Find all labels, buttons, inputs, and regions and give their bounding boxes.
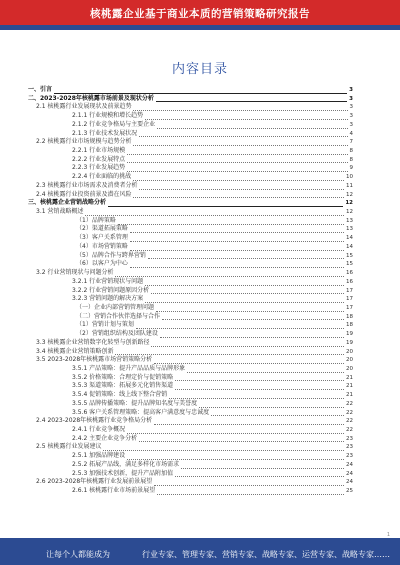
toc-entry-text: （3）客户关系管理 (76, 234, 128, 242)
toc-entry-page: 14 (346, 235, 353, 242)
toc-leader-dots (175, 383, 344, 390)
toc-entry-text: 3.2.2 行业营销问题原因分析 (72, 286, 150, 294)
toc-entry-page: 23 (346, 435, 353, 442)
toc-entry-text: 2.5 核桃露行业发展建议 (36, 443, 102, 451)
toc-entry[interactable] (28, 348, 353, 357)
toc-leader-dots (108, 200, 343, 207)
toc-entry[interactable] (28, 287, 353, 296)
toc-entry-page: 4 (349, 130, 353, 137)
toc-entry-page: 17 (346, 304, 353, 311)
toc-entry[interactable] (28, 487, 353, 496)
toc-entry-text: 三、核桃露企业营销战略分析 (28, 199, 107, 207)
toc-entry-page: 16 (346, 278, 353, 285)
toc-leader-dots (156, 95, 347, 102)
toc-entry-text: 3.5 2023-2028年核桃露市场营销策略分析 (36, 356, 153, 364)
toc-entry[interactable] (28, 443, 353, 452)
toc-entry[interactable] (28, 164, 353, 173)
toc-entry[interactable] (28, 226, 353, 235)
toc-entry-text: 2.4 2023-2028年核桃露行业竞争格局分析 (36, 417, 153, 425)
toc-entry-page: 19 (346, 339, 353, 346)
page-number: 1 (386, 532, 390, 538)
toc-entry[interactable] (28, 356, 353, 365)
toc-leader-dots (133, 191, 344, 198)
toc-leader-dots (199, 401, 344, 408)
toc-entry[interactable] (28, 199, 353, 208)
toc-entry[interactable] (28, 147, 353, 156)
toc-entry[interactable] (28, 365, 353, 374)
toc-entry[interactable] (28, 478, 353, 487)
toc-entry-page: 7 (349, 139, 353, 146)
toc-leader-dots (85, 209, 344, 216)
toc-entry-page: 3 (349, 86, 353, 93)
toc-leader-dots (151, 340, 344, 347)
toc-entry[interactable] (28, 452, 353, 461)
toc-entry-page: 16 (346, 270, 353, 277)
toc-leader-dots (118, 218, 344, 225)
toc-entry-text: 3.5.6 客户关系管理策略：提高客户满意度与忠诚度 (72, 408, 210, 416)
toc-entry[interactable] (28, 409, 353, 418)
toc-leader-dots (148, 252, 344, 259)
toc-entry-page: 15 (346, 261, 353, 268)
toc-entry[interactable] (28, 426, 353, 435)
toc-entry[interactable] (28, 269, 353, 278)
toc-entry-page: 17 (346, 296, 353, 303)
toc-entry-page: 10 (346, 174, 353, 181)
toc-entry-text: 2.4.2 主要企业竞争分析 (72, 434, 138, 442)
report-title: 核桃露企业基于商业本质的营销策略研究报告 (90, 8, 310, 20)
toc-entry-text: 3.5.2 价格策略：合理定价与促销策略 (72, 373, 174, 381)
toc-entry-page: 20 (346, 365, 353, 372)
toc-leader-dots (145, 113, 347, 120)
toc-entry-page: 24 (346, 470, 353, 477)
toc-entry-page: 19 (346, 331, 353, 338)
toc-leader-dots (162, 313, 344, 320)
toc-leader-dots (133, 139, 347, 146)
toc-entry[interactable] (28, 295, 353, 304)
toc-entry-page: 21 (346, 374, 353, 381)
toc-leader-dots (133, 104, 347, 111)
toc-entry-text: 2.2 核桃露行业市场规模与趋势分析 (36, 138, 132, 146)
toc-entry[interactable] (28, 461, 353, 470)
toc-entry-text: 2.6.1 核桃露行业市场前景展望 (72, 487, 156, 495)
toc-entry-text: （2）渠道拓展策略 (76, 225, 128, 233)
toc-leader-dots (156, 305, 344, 312)
toc-entry-page: 11 (346, 182, 353, 189)
toc-entry-page: 3 (349, 113, 353, 120)
toc-entry-text: 2.2.1 行业市场规模 (72, 147, 126, 155)
toc-entry-page: 18 (346, 322, 353, 329)
toc-entry-text: 2.1.1 行业规模和增长趋势 (72, 112, 144, 120)
toc-entry[interactable] (28, 382, 353, 391)
toc-entry-text: 2.2.4 行业面临的挑战 (72, 173, 132, 181)
toc-entry-text: （4）市场营销策略 (76, 242, 128, 250)
toc-entry[interactable] (28, 86, 353, 95)
table-of-contents (28, 86, 353, 496)
toc-entry-page: 8 (349, 156, 353, 163)
toc-entry-text: 3.4 核桃露企业营销策略创新 (36, 347, 114, 355)
toc-entry-page: 12 (346, 191, 353, 198)
toc-entry[interactable] (28, 173, 353, 182)
toc-entry-text: （1）品牌策略 (76, 216, 116, 224)
toc-entry[interactable] (28, 260, 353, 269)
toc-leader-dots (145, 279, 344, 286)
toc-leader-dots (160, 331, 344, 338)
toc-entry[interactable] (28, 339, 353, 348)
toc-entry[interactable] (28, 208, 353, 217)
toc-entry-page: 12 (346, 209, 353, 216)
toc-entry-page: 3 (349, 95, 353, 102)
toc-entry-page: 8 (349, 148, 353, 155)
toc-entry[interactable] (28, 321, 353, 330)
toc-entry[interactable] (28, 417, 353, 426)
toc-entry-text: 2.4.1 行业竞争概况 (72, 426, 126, 434)
toc-entry-text: 3.2.1 行业营销现状与问题 (72, 277, 144, 285)
toc-entry-text: （二）营销合作伙伴选择与合作 (76, 312, 161, 320)
toc-entry-text: 3.1 营销战略概述 (36, 208, 84, 216)
toc-entry-text: 3.5.5 品牌传播策略：提升品牌知名度与美誉度 (72, 399, 198, 407)
toc-entry-text: 2.2.3 行业发展趋势 (72, 164, 126, 172)
toc-entry-page: 13 (346, 226, 353, 233)
toc-entry-page: 20 (346, 357, 353, 364)
toc-entry-page: 21 (346, 383, 353, 390)
toc-entry[interactable] (28, 234, 353, 243)
toc-leader-dots (133, 174, 344, 181)
toc-leader-dots (169, 392, 344, 399)
toc-entry-text: 3.5.4 促销策略：线上线下整合营销 (72, 391, 168, 399)
toc-entry-text: 一、引言 (28, 85, 53, 93)
toc-entry-page: 24 (346, 479, 353, 486)
toc-entry[interactable] (28, 330, 353, 339)
header-accent-stripe (0, 25, 400, 30)
toc-leader-dots (130, 226, 344, 233)
toc-entry-text: 3.2 行业营销现状与问题分析 (36, 269, 114, 277)
toc-leader-dots (175, 374, 344, 381)
toc-leader-dots (115, 270, 344, 277)
toc-entry-page: 15 (346, 252, 353, 259)
toc-entry[interactable] (28, 121, 353, 130)
toc-entry[interactable] (28, 130, 353, 139)
toc-heading: 内容目录 (171, 62, 228, 77)
toc-entry-text: （2）营销组织结构及团队建设 (76, 330, 158, 338)
toc-entry-text: 3.5.1 产品策略：提升产品品质与品牌形象 (72, 364, 186, 372)
toc-leader-dots (211, 409, 344, 416)
toc-leader-dots (145, 296, 344, 303)
toc-leader-dots (187, 366, 344, 373)
toc-entry-text: 2.6 2023-2028年核桃露行业发展前景展望 (36, 478, 153, 486)
toc-entry-page: 3 (349, 121, 353, 128)
toc-entry-page: 24 (346, 461, 353, 468)
toc-entry-page: 18 (346, 313, 353, 320)
toc-entry-page: 20 (346, 348, 353, 355)
toc-entry[interactable] (28, 182, 353, 191)
toc-leader-dots (181, 462, 344, 469)
toc-leader-dots (103, 444, 344, 451)
toc-entry-text: 2.5.2 拓展产品线，满足多样化市场需求 (72, 460, 180, 468)
toc-entry-text: （一）企业内部营销管理问题 (76, 303, 155, 311)
toc-entry-page: 17 (346, 287, 353, 294)
toc-entry-text: 2.4 核桃露行业投资前景及潜在风险 (36, 190, 132, 198)
toc-entry[interactable] (28, 278, 353, 287)
toc-entry-page: 22 (346, 418, 353, 425)
toc-leader-dots (136, 322, 344, 329)
toc-entry-page: 3 (349, 104, 353, 111)
toc-entry-text: 3.5.3 渠道策略：拓展多元化销售渠道 (72, 382, 174, 390)
toc-entry-text: 二、2023-2028年核桃露市场前景及现状分析 (28, 94, 154, 102)
toc-entry-text: 2.1.3 行业技术发展状况 (72, 129, 138, 137)
toc-leader-dots (130, 261, 344, 268)
toc-entry-page: 13 (346, 217, 353, 224)
toc-entry[interactable] (28, 391, 353, 400)
toc-entry-text: 3.2.3 营销问题的解决方案 (72, 295, 144, 303)
toc-entry-text: （5）品牌合作与跨界营销 (76, 251, 146, 259)
toc-entry[interactable] (28, 103, 353, 112)
toc-entry-text: 2.5.1 加强品牌建设 (72, 452, 126, 460)
toc-entry-text: 2.5.3 加强技术创新，提升产品附加值 (72, 469, 174, 477)
toc-leader-dots (139, 130, 347, 137)
toc-entry-text: 2.2.2 行业发展特点 (72, 155, 126, 163)
toc-entry-page: 22 (346, 400, 353, 407)
toc-leader-dots (130, 235, 344, 242)
toc-entry-page: 9 (349, 165, 353, 172)
toc-entry-page: 21 (346, 392, 353, 399)
toc-leader-dots (127, 148, 347, 155)
toc-leader-dots (157, 488, 344, 495)
toc-leader-dots (154, 418, 344, 425)
toc-entry[interactable] (28, 400, 353, 409)
toc-leader-dots (175, 470, 344, 477)
toc-leader-dots (54, 87, 347, 94)
toc-entry[interactable] (28, 304, 353, 313)
footer-tagline: 行业专家、管理专家、营销专家、战略专家、运营专家、战略专家…… (142, 550, 390, 559)
toc-leader-dots (151, 287, 344, 294)
toc-entry[interactable] (28, 243, 353, 252)
toc-leader-dots (127, 156, 347, 163)
toc-entry-text: （6）以客户为中心 (76, 260, 128, 268)
toc-entry-text: 2.1.2 行业竞争格局与主要企业 (72, 120, 156, 128)
toc-entry-page: 12 (345, 200, 353, 207)
toc-entry-page: 22 (346, 409, 353, 416)
toc-entry-page: 14 (346, 243, 353, 250)
toc-entry-text: （1）营销计划与策划 (76, 321, 134, 329)
toc-entry-page: 23 (346, 453, 353, 460)
toc-leader-dots (127, 165, 347, 172)
toc-leader-dots (130, 244, 344, 251)
toc-leader-dots (127, 453, 344, 460)
toc-entry-page: 22 (346, 427, 353, 434)
toc-entry-page: 25 (346, 488, 353, 495)
toc-entry-page: 23 (346, 444, 353, 451)
toc-entry-text: 2.1 核桃露行业发展现状及前景趋势 (36, 103, 132, 111)
toc-leader-dots (139, 435, 344, 442)
toc-leader-dots (127, 427, 344, 434)
toc-entry[interactable] (28, 112, 353, 121)
toc-leader-dots (154, 479, 344, 486)
toc-leader-dots (157, 122, 347, 129)
toc-entry-text: 2.3 核桃露行业市场需求及消费者分析 (36, 181, 138, 189)
toc-entry[interactable] (28, 138, 353, 147)
toc-leader-dots (139, 183, 344, 190)
toc-leader-dots (154, 357, 344, 364)
toc-leader-dots (115, 348, 344, 355)
toc-entry-text: 3.3 核桃露企业营销数字化转型与创新路径 (36, 338, 150, 346)
footer-slogan: 让每个人都能成为 (46, 550, 110, 559)
